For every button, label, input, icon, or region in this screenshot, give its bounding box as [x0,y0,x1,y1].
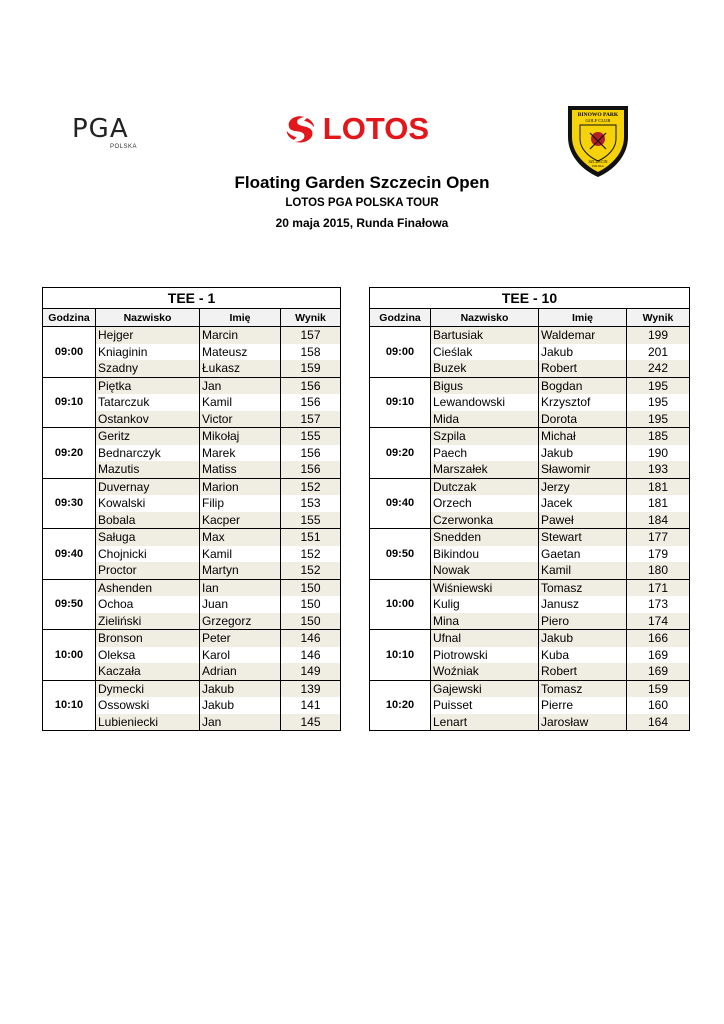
player-surname: Dutczak [431,478,539,495]
player-score: 157 [281,327,341,344]
player-name: Michał [539,428,627,445]
player-name: Jakub [539,445,627,462]
player-name: Bogdan [539,377,627,394]
player-surname: Mazutis [96,461,200,478]
player-surname: Lenart [431,714,539,731]
tee-time: 09:30 [43,478,96,529]
player-surname: Marszałek [431,461,539,478]
player-surname: Paech [431,445,539,462]
player-score: 160 [627,697,690,714]
player-name: Jakub [200,697,281,714]
player-surname: Bikindou [431,546,539,563]
player-name: Jan [200,377,281,394]
player-surname: Kowalski [96,495,200,512]
player-name: Kamil [200,394,281,411]
player-name: Mateusz [200,344,281,361]
player-surname: Piętka [96,377,200,394]
player-surname: Geritz [96,428,200,445]
player-score: 181 [627,495,690,512]
tee-time: 09:40 [43,529,96,580]
player-row [370,630,690,647]
tee-time: 09:10 [43,377,96,428]
player-score: 152 [281,478,341,495]
player-surname: Tatarczuk [96,394,200,411]
player-score: 146 [281,647,341,664]
player-score: 155 [281,428,341,445]
tee-time: 09:40 [370,478,431,529]
col-header-surname: Nazwisko [96,309,200,327]
player-name: Marion [200,478,281,495]
player-score: 179 [627,546,690,563]
player-score: 159 [627,680,690,697]
player-score: 201 [627,344,690,361]
player-name: Filip [200,495,281,512]
binowo-park-golf-club-logo [564,103,632,179]
player-score: 169 [627,647,690,664]
player-name: Grzegorz [200,613,281,630]
club-logo-line3: SZCZECIN [588,159,608,164]
player-surname: Lubieniecki [96,714,200,731]
player-name: Robert [539,663,627,680]
player-surname: Kniaginin [96,344,200,361]
player-name: Janusz [539,596,627,613]
tee-time: 10:00 [43,630,96,681]
player-name: Marek [200,445,281,462]
tee-10-body [370,327,690,731]
player-name: Mikołaj [200,428,281,445]
player-row [43,428,341,445]
player-score: 146 [281,630,341,647]
player-name: Robert [539,360,627,377]
col-header-name: Imię [200,309,281,327]
player-score: 152 [281,562,341,579]
player-row [43,478,341,495]
player-surname: Ochoa [96,596,200,613]
player-surname: Czerwonka [431,512,539,529]
player-row [370,680,690,697]
player-name: Max [200,529,281,546]
player-surname: Orzech [431,495,539,512]
player-name: Łukasz [200,360,281,377]
tee-10-table [369,287,690,731]
player-score: 171 [627,579,690,596]
player-score: 199 [627,327,690,344]
player-surname: Mina [431,613,539,630]
player-score: 157 [281,411,341,428]
player-score: 152 [281,546,341,563]
player-row [370,377,690,394]
tee-time: 09:10 [370,377,431,428]
col-header-time: Godzina [43,309,96,327]
player-score: 156 [281,377,341,394]
player-score: 150 [281,579,341,596]
player-name: Juan [200,596,281,613]
player-name: Krzysztof [539,394,627,411]
player-score: 180 [627,562,690,579]
player-score: 150 [281,613,341,630]
player-name: Peter [200,630,281,647]
player-surname: Bronson [96,630,200,647]
player-name: Waldemar [539,327,627,344]
player-surname: Kulig [431,596,539,613]
player-name: Paweł [539,512,627,529]
player-name: Pierre [539,697,627,714]
player-name: Jerzy [539,478,627,495]
player-row [370,529,690,546]
event-title: Floating Garden Szczecin Open [234,173,490,192]
player-row [43,579,341,596]
player-name: Kacper [200,512,281,529]
tee-time: 09:50 [370,529,431,580]
player-score: 151 [281,529,341,546]
tee-title: TEE - 1 [43,288,341,309]
player-name: Jarosław [539,714,627,731]
player-name: Kuba [539,647,627,664]
lotos-flower-icon [284,112,317,146]
player-row [370,478,690,495]
player-score: 141 [281,697,341,714]
player-row [370,428,690,445]
player-surname: Ashenden [96,579,200,596]
player-name: Gaetan [539,546,627,563]
player-surname: Woźniak [431,663,539,680]
club-logo-line1: BINOWO PARK [577,112,619,118]
player-name: Jakub [539,630,627,647]
player-name: Kamil [539,562,627,579]
player-surname: Saługa [96,529,200,546]
col-header-surname: Nazwisko [431,309,539,327]
player-row [370,327,690,344]
player-score: 145 [281,714,341,731]
player-name: Tomasz [539,680,627,697]
tee-1-table-container [42,287,340,731]
player-name: Dorota [539,411,627,428]
player-surname: Proctor [96,562,200,579]
col-header-score: Wynik [627,309,690,327]
player-score: 195 [627,377,690,394]
player-score: 156 [281,394,341,411]
pga-polska-logo [72,116,142,156]
player-surname: Puisset [431,697,539,714]
player-score: 164 [627,714,690,731]
player-score: 166 [627,630,690,647]
player-score: 193 [627,461,690,478]
player-surname: Szpila [431,428,539,445]
player-score: 181 [627,478,690,495]
tee-time: 10:20 [370,680,431,731]
player-row [370,579,690,596]
player-surname: Ossowski [96,697,200,714]
player-name: Victor [200,411,281,428]
tee-10-table-container [369,287,689,731]
player-surname: Ostankov [96,411,200,428]
player-surname: Kaczała [96,663,200,680]
tee-title: TEE - 10 [370,288,690,309]
player-score: 195 [627,411,690,428]
player-score: 156 [281,445,341,462]
player-surname: Bartusiak [431,327,539,344]
player-row [43,327,341,344]
player-row [43,377,341,394]
tee-1-body [43,327,341,731]
player-name: Karol [200,647,281,664]
tour-title: LOTOS PGA POLSKA TOUR [285,197,439,209]
player-surname: Bednarczyk [96,445,200,462]
club-logo-line4: POLSKA [592,164,604,168]
col-header-name: Imię [539,309,627,327]
player-surname: Piotrowski [431,647,539,664]
player-surname: Wiśniewski [431,579,539,596]
lotos-logo-word: LOTOS [322,111,429,146]
player-surname: Mida [431,411,539,428]
player-name: Kamil [200,546,281,563]
player-score: 155 [281,512,341,529]
lotos-logo [284,111,429,147]
tee-time: 09:20 [43,428,96,479]
player-row [43,630,341,647]
player-score: 153 [281,495,341,512]
player-surname: Szadny [96,360,200,377]
player-surname: Lewandowski [431,394,539,411]
player-name: Jakub [200,680,281,697]
player-surname: Nowak [431,562,539,579]
player-surname: Chojnicki [96,546,200,563]
tee-time: 10:10 [370,630,431,681]
col-header-score: Wynik [281,309,341,327]
club-logo-line2: GOLF CLUB [585,118,611,123]
player-surname: Ufnal [431,630,539,647]
player-surname: Bigus [431,377,539,394]
player-score: 169 [627,663,690,680]
tee-1-table [42,287,341,731]
player-name: Jan [200,714,281,731]
player-score: 159 [281,360,341,377]
player-score: 190 [627,445,690,462]
player-score: 177 [627,529,690,546]
player-score: 149 [281,663,341,680]
player-score: 173 [627,596,690,613]
player-score: 184 [627,512,690,529]
pga-logo-word: PGA [72,114,129,144]
tee-time: 10:00 [370,579,431,630]
player-surname: Zieliński [96,613,200,630]
player-name: Sławomir [539,461,627,478]
pga-logo-sub: POLSKA [110,144,138,150]
player-surname: Hejger [96,327,200,344]
player-score: 150 [281,596,341,613]
player-surname: Cieślak [431,344,539,361]
player-row [43,680,341,697]
player-surname: Gajewski [431,680,539,697]
player-name: Piero [539,613,627,630]
player-row [43,529,341,546]
player-score: 195 [627,394,690,411]
tee-time: 09:20 [370,428,431,479]
player-surname: Buzek [431,360,539,377]
player-surname: Oleksa [96,647,200,664]
player-surname: Dymecki [96,680,200,697]
player-score: 156 [281,461,341,478]
player-name: Tomasz [539,579,627,596]
player-surname: Snedden [431,529,539,546]
tee-time: 09:50 [43,579,96,630]
player-score: 185 [627,428,690,445]
player-surname: Duvernay [96,478,200,495]
player-name: Marcin [200,327,281,344]
club-logo-text [564,103,632,179]
date-round-title: 20 maja 2015, Runda Finałowa [275,216,449,230]
col-header-time: Godzina [370,309,431,327]
player-name: Jakub [539,344,627,361]
tee-time: 09:00 [370,327,431,378]
player-score: 242 [627,360,690,377]
player-name: Matiss [200,461,281,478]
player-name: Stewart [539,529,627,546]
player-name: Ian [200,579,281,596]
player-name: Adrian [200,663,281,680]
player-name: Jacek [539,495,627,512]
player-name: Martyn [200,562,281,579]
tee-time: 10:10 [43,680,96,731]
player-score: 174 [627,613,690,630]
player-score: 158 [281,344,341,361]
player-surname: Bobala [96,512,200,529]
player-score: 139 [281,680,341,697]
tee-time: 09:00 [43,327,96,378]
